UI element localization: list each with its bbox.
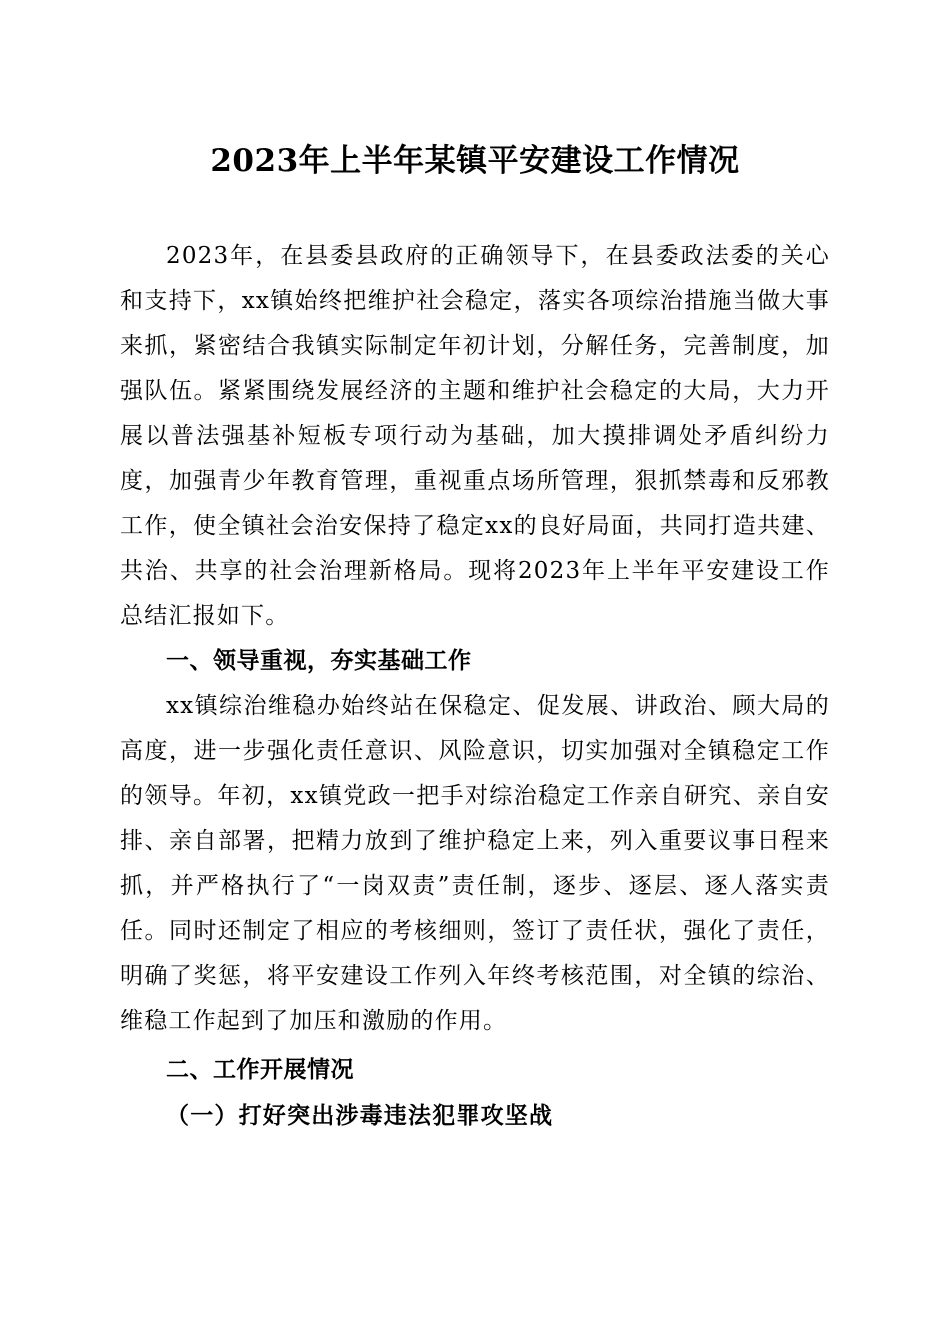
document-title: 2023年上半年某镇平安建设工作情况 (210, 143, 740, 179)
section-heading-work-progress: 二、工作开展情况 (166, 1057, 354, 1083)
section-heading-leadership: 一、领导重视，夯实基础工作 (166, 648, 472, 674)
subsection-heading-drug-crime: （一）打好突出涉毒违法犯罪攻坚战 (166, 1102, 554, 1129)
section-paragraph-leadership: xx镇综治维稳办始终站在保稳定、促发展、讲政治、顾大局的高度，进一步强化责任意识、风险意识，切实加强对全镇稳定工作的领导。年初，xx镇党政一把手对综治稳定工作亲自研究、亲自安排、亲自部署，把精力放到了维护稳定上来，列入重要议事日程来抓，并严格执行了“一岗双责”责任制，逐步、逐层、逐人落实责任。同时还制定了相应的考核细则，签订了责任状，强化了责任，明确了奖惩，将平安建设工作列入年终考核范围，对全镇的综治、维稳工作起到了加压和激励的作用。 (120, 693, 830, 1034)
intro-paragraph: 2023年，在县委县政府的正确领导下，在县委政法委的关心和支持下，xx镇始终把维护社会稳定，落实各项综治措施当做大事来抓，紧密结合我镇实际制定年初计划，分解任务，完善制度，加强队伍。紧紧围绕发展经济的主题和维护社会稳定的大局，大力开展以普法强基补短板专项行动为基础，加大摸排调处矛盾纠纷力度，加强青少年教育管理，重视重点场所管理，狠抓禁毒和反邪教工作，使全镇社会治安保持了稳定xx的良好局面，共同打造共建、共治、共享的社会治理新格局。现将2023年上半年平安建设工作总结汇报如下。 (120, 243, 830, 629)
